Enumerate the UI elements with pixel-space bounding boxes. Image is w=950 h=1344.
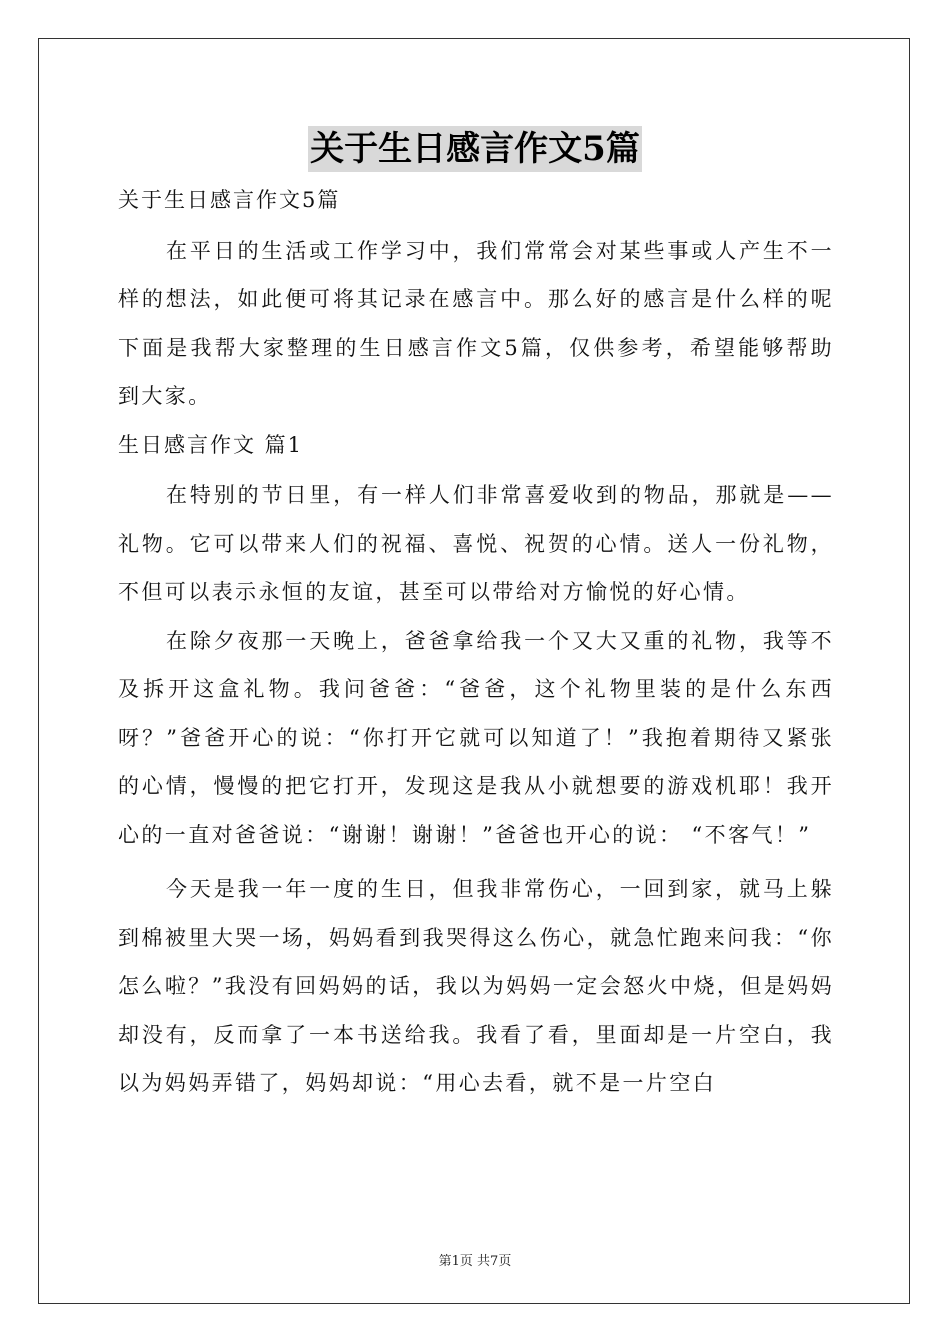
body-paragraph: 今天是我一年一度的生日，但我非常伤心，一回到家，就马上躲到棉被里大哭一场，妈妈看到我哭得这么伤心，就急忙跑来问我：“你怎么啦？”我没有回妈妈的话，我以为妈妈一定会怒火中烧，但是妈妈却没有，反而拿了一本书送给我。我看了看，里面却是一片空白，我以为妈妈弄错了，妈妈却说：“用心去看，就不是一片空白	[118, 877, 834, 1095]
section-heading: 生日感言作文 篇1	[118, 432, 304, 457]
document-body	[118, 176, 834, 1108]
page-footer: 第1页 共7页	[438, 1254, 512, 1269]
document-title: 关于生日感言作文5篇	[308, 126, 642, 172]
document-subtitle: 关于生日感言作文5篇	[118, 188, 341, 212]
body-paragraph: 在特别的节日里，有一样人们非常喜爱收到的物品，那就是——礼物。它可以带来人们的祝福、喜悦、祝贺的心情。送人一份礼物，不但可以表示永恒的友谊，甚至可以带给对方愉悦的好心情。	[118, 483, 834, 604]
title-container	[0, 126, 950, 172]
body-paragraph: 在除夕夜那一天晚上，爸爸拿给我一个又大又重的礼物，我等不及拆开这盒礼物。我问爸爸：“爸爸，这个礼物里装的是什么东西呀？”爸爸开心的说：“你打开它就可以知道了！”我抱着期待又紧张的心情，慢慢的把它打开，发现这是我从小就想要的游戏机耶！我开心的一直对爸爸说：“谢谢！谢谢！”爸爸也开心的说： “不客气！”	[118, 628, 834, 847]
intro-paragraph: 在平日的生活或工作学习中，我们常常会对某些事或人产生不一样的想法，如此便可将其记录在感言中。那么好的感言是什么样的呢下面是我帮大家整理的生日感言作文5篇，仅供参考，希望能够帮助到大家。	[118, 238, 834, 408]
